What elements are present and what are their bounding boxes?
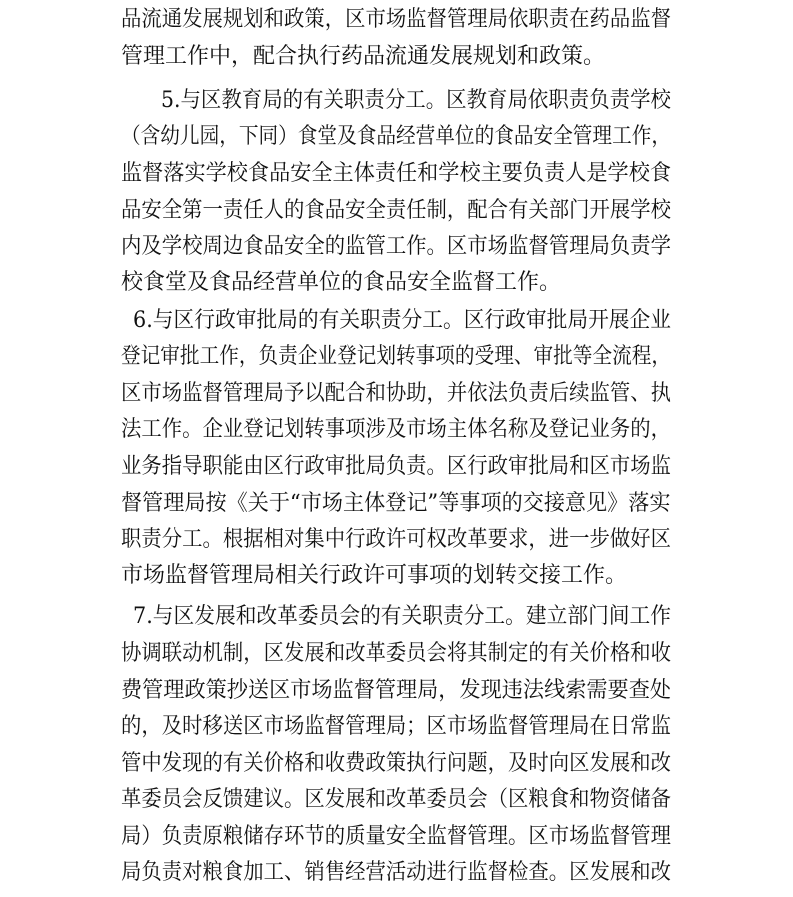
text-line: 校食堂及食品经营单位的食品安全监督工作。 — [121, 270, 562, 295]
text-line: 管理工作中，配合执行药品流通发展规划和政策。 — [121, 44, 606, 69]
text-line: 监督落实学校食品安全主体责任和学校主要负责人是学校食 — [121, 161, 672, 186]
text-line: （含幼儿园，下同）食堂及食品经营单位的食品安全管理工作， — [121, 124, 672, 149]
text-line: 督管理局按《关于“市场主体登记”等事项的交接意见》落实 — [121, 491, 671, 516]
paragraph-7-first-line: 7.与区发展和改革委员会的有关职责分工。建立部门间工作 — [133, 604, 671, 629]
text-line: 革委员会反馈建议。区发展和改革委员会（区粮食和物资储备 — [121, 787, 672, 812]
text-line: 局）负责原粮储存环节的质量安全监督管理。区市场监督管理 — [121, 824, 672, 849]
text-line: 品安全第一责任人的食品安全责任制，配合有关部门开展学校 — [121, 198, 672, 223]
text-line: 区市场监督管理局予以配合和协助，并依法负责后续监管、执 — [121, 381, 672, 406]
text-line: 局负责对粮食加工、销售经营活动进行监督检查。区发展和改 — [121, 860, 672, 885]
text-line: 管中发现的有关价格和收费政策执行问题，及时向区发展和改 — [121, 751, 672, 776]
paragraph-6-first-line: 6.与区行政审批局的有关职责分工。区行政审批局开展企业 — [133, 308, 671, 333]
text-line: 法工作。企业登记划转事项涉及市场主体名称及登记业务的， — [121, 417, 672, 442]
text-line: 品流通发展规划和政策，区市场监督管理局依职责在药品监督 — [121, 7, 672, 32]
paragraph-5-first-line: 5.与区教育局的有关职责分工。区教育局依职责负责学校 — [161, 88, 671, 113]
text-line: 的，及时移送区市场监督管理局；区市场监督管理局在日常监 — [121, 714, 672, 739]
text-line: 市场监督管理局相关行政许可事项的划转交接工作。 — [121, 563, 628, 588]
text-line: 业务指导职能由区行政审批局负责。区行政审批局和区市场监 — [121, 454, 672, 479]
text-line: 登记审批工作，负责企业登记划转事项的受理、审批等全流程， — [121, 344, 672, 369]
text-line: 职责分工。根据相对集中行政许可权改革要求，进一步做好区 — [121, 527, 672, 552]
text-line: 费管理政策抄送区市场监督管理局，发现违法线索需要查处 — [121, 678, 672, 703]
text-line: 内及学校周边食品安全的监管工作。区市场监督管理局负责学 — [121, 234, 672, 259]
text-line: 协调联动机制，区发展和改革委员会将其制定的有关价格和收 — [121, 641, 672, 666]
